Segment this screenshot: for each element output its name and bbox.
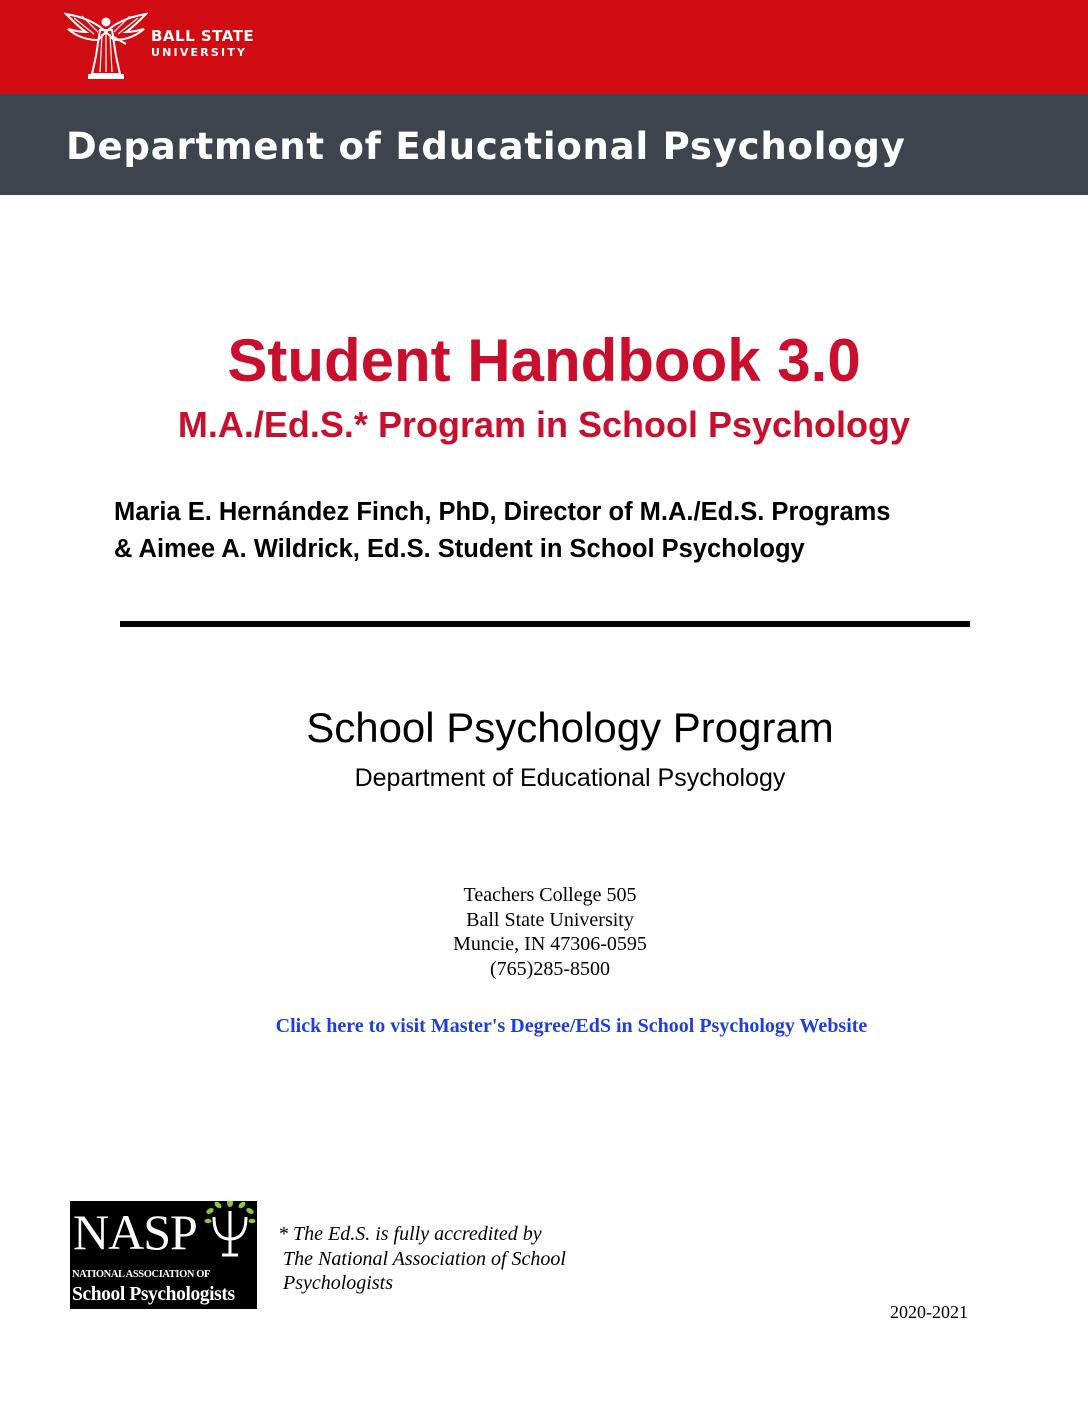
accreditation-line: Psychologists	[283, 1272, 393, 1294]
accreditation-line: * The Ed.S. is fully accredited by	[278, 1223, 542, 1245]
academic-year: 2020-2021	[890, 1302, 968, 1322]
divider-rule	[120, 621, 970, 627]
nasp-org-line2: School Psychologists	[72, 1284, 235, 1305]
beneficence-statue-icon	[64, 10, 148, 80]
author-line: & Aimee A. Wildrick, Ed.S. Student in School Psychology	[114, 535, 805, 563]
accreditation-line: The National Association of School	[283, 1247, 566, 1270]
accreditation-note	[278, 1222, 566, 1296]
nasp-acronym: NASP	[73, 1204, 197, 1260]
department-title: Department of Educational Psychology	[66, 125, 906, 168]
address-line: Teachers College 505	[463, 884, 637, 906]
program-title: School Psychology Program	[306, 704, 834, 751]
university-wordmark	[151, 29, 254, 58]
psi-tree-icon	[204, 1201, 256, 1263]
university-header-bar	[0, 0, 1088, 94]
nasp-logo	[70, 1201, 257, 1309]
handbook-title: Student Handbook 3.0	[227, 327, 861, 394]
program-website-link[interactable]: Click here to visit Master's Degree/EdS in School Psychology Website	[275, 1015, 868, 1037]
author-line: Maria E. Hernández Finch, PhD, Director of M.A./Ed.S. Programs	[114, 498, 891, 526]
handbook-subtitle: M.A./Ed.S.* Program in School Psychology	[177, 404, 911, 445]
brand-line1: BALL STATE	[151, 27, 255, 45]
nasp-org-line1: NATIONAL ASSOCIATION OF	[72, 1269, 211, 1280]
address-line: Ball State University	[466, 908, 634, 931]
authors-block	[114, 494, 890, 568]
phone-number: (765)285-8500	[490, 957, 610, 980]
brand-line2: UNIVERSITY	[151, 46, 248, 59]
address-block	[0, 883, 1088, 981]
program-department: Department of Educational Psychology	[354, 764, 786, 792]
address-line: Muncie, IN 47306-0595	[453, 933, 647, 955]
